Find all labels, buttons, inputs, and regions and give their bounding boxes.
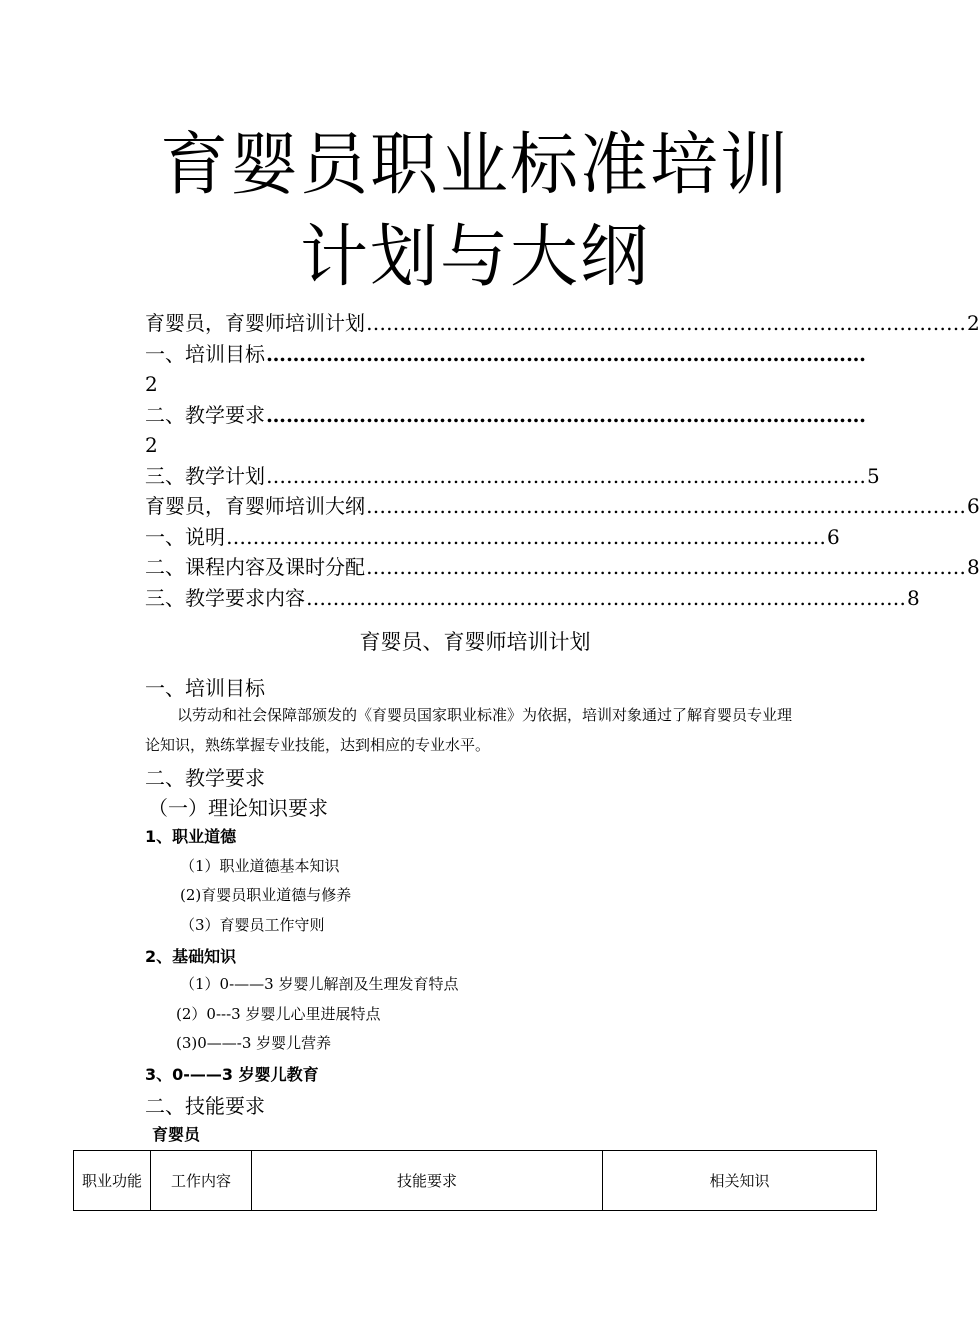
toc-entry[interactable] — [145, 491, 980, 522]
toc-entry-label: 二、教学要求 — [145, 402, 265, 427]
document-title-line-1: 育婴员职业标准培训 — [159, 126, 790, 205]
skills-requirements-heading: 二、技能要求 — [145, 1094, 265, 1118]
toc-entry-label: 三、教学要求内容 — [145, 585, 305, 610]
toc-entry-page: 8 — [967, 555, 980, 579]
ethics-item: （3）育婴员工作守则 — [180, 916, 325, 934]
toc-leader-dots: ……………………………………………………………………………… — [366, 311, 966, 335]
toc-entry[interactable] — [145, 522, 840, 553]
basics-item: （1）0-——3 岁婴儿解剖及生理发育特点 — [180, 975, 459, 993]
training-plan-heading: 育婴员、育婴师培训计划 — [359, 630, 591, 654]
toc-entry-page: 6 — [967, 494, 980, 518]
toc-entry[interactable] — [145, 552, 980, 583]
table-header-cell: 工作内容 — [151, 1151, 252, 1211]
professional-ethics-heading: 1、职业道德 — [145, 827, 237, 846]
toc-entry[interactable] — [145, 400, 866, 431]
toc-entry-label: 育婴员，育婴师培训大纲 — [145, 494, 365, 518]
toc-leader-dots: ……………………………………………………………………………… — [306, 585, 906, 610]
section-teaching-requirements-heading: 二、教学要求 — [145, 766, 265, 790]
toc-entry-page: 2 — [145, 433, 158, 457]
basic-knowledge-heading: 2、基础知识 — [145, 947, 237, 966]
section-training-goal-heading: 一、培训目标 — [145, 676, 265, 700]
toc-leader-dots: ……………………………………………………………………………… — [266, 402, 866, 427]
toc-entry[interactable] — [145, 308, 980, 339]
toc-entry-page: 2 — [967, 311, 980, 335]
toc-entry-page: 5 — [867, 463, 880, 488]
ethics-item: （1）职业道德基本知识 — [180, 857, 340, 875]
skills-table — [73, 1150, 877, 1211]
training-goal-paragraph: 以劳动和社会保障部颁发的《育婴员国家职业标准》为依据，培训对象通过了解育婴员专业理论知识，熟练掌握专业技能，达到相应的专业水平。 — [145, 706, 793, 754]
toc-entry[interactable] — [145, 583, 920, 614]
document-title-line-2: 计划与大纲 — [299, 218, 650, 297]
basics-item: (2）0---3 岁婴儿心里进展特点 — [176, 1005, 381, 1023]
table-header-cell: 技能要求 — [252, 1151, 603, 1211]
toc-entry-label: 二、课程内容及课时分配 — [145, 555, 365, 579]
table-header-cell: 相关知识 — [603, 1151, 877, 1211]
theory-knowledge-heading: （一）理论知识要求 — [148, 796, 328, 820]
toc-leader-dots: ……………………………………………………………………………… — [266, 463, 866, 488]
ethics-item: (2)育婴员职业道德与修养 — [180, 886, 352, 904]
toc-entry-page: 2 — [145, 372, 158, 396]
toc-entry-label: 一、培训目标 — [145, 341, 265, 366]
toc-entry-label: 育婴员，育婴师培训计划 — [145, 311, 365, 335]
toc-entry-page-wrapped — [145, 430, 805, 461]
toc-entry-page-wrapped — [145, 369, 805, 400]
toc-entry-page: 8 — [907, 585, 920, 610]
toc-entry-page: 6 — [827, 524, 840, 549]
table-header-cell: 职业功能 — [74, 1151, 151, 1211]
toc-leader-dots: ……………………………………………………………………………… — [226, 524, 826, 549]
toc-leader-dots: ……………………………………………………………………………… — [266, 341, 866, 366]
toc-entry[interactable] — [145, 461, 880, 492]
toc-entry-label: 一、说明 — [145, 524, 225, 549]
toc-entry-label: 三、教学计划 — [145, 463, 265, 488]
table-header-row — [74, 1151, 877, 1211]
infant-education-heading: 3、0-——3 岁婴儿教育 — [145, 1065, 319, 1084]
basics-item: (3)0——-3 岁婴儿营养 — [176, 1034, 332, 1052]
table-of-contents — [145, 308, 980, 613]
toc-leader-dots: ……………………………………………………………………………… — [366, 494, 966, 518]
toc-leader-dots: ……………………………………………………………………………… — [366, 555, 966, 579]
toc-entry[interactable] — [145, 339, 866, 370]
role-label: 育婴员 — [152, 1125, 201, 1144]
